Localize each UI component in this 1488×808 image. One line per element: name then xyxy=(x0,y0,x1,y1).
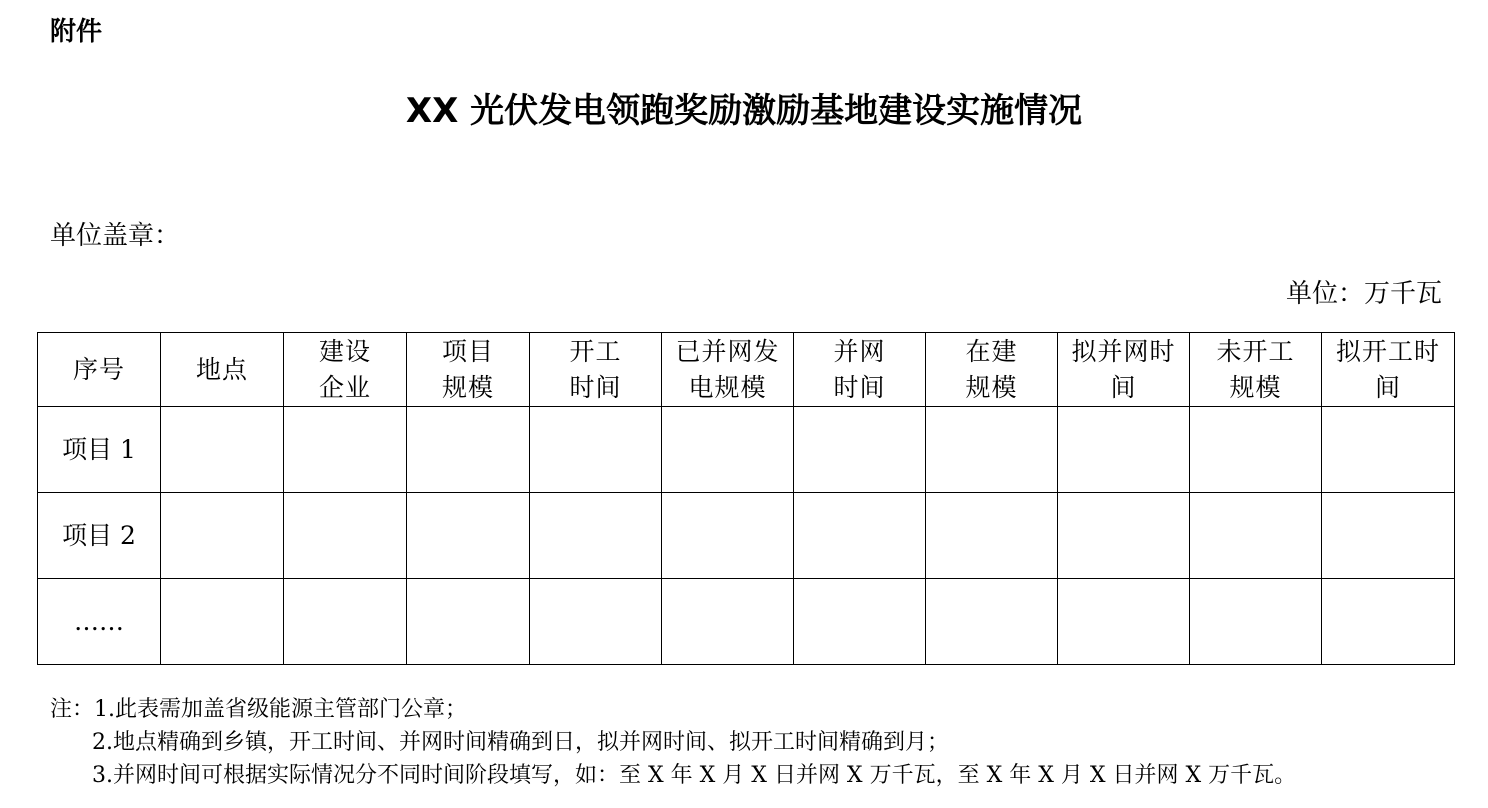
header-unstarted-scale xyxy=(1190,333,1322,407)
table-cell xyxy=(1322,407,1455,493)
header-start-time xyxy=(530,333,662,407)
header-project-scale xyxy=(407,333,530,407)
table-row xyxy=(38,493,1455,579)
table-cell xyxy=(794,493,926,579)
header-serial-number xyxy=(38,333,161,407)
table-row xyxy=(38,407,1455,493)
row-label: 项目 2 xyxy=(62,520,136,550)
header-label: 拟并网时 间 xyxy=(1071,336,1176,402)
table-row xyxy=(38,579,1455,665)
table-cell xyxy=(161,579,284,665)
table-cell xyxy=(407,493,530,579)
table-cell xyxy=(926,579,1058,665)
header-label: 项目 规模 xyxy=(441,336,494,402)
notes-section xyxy=(50,693,1296,792)
header-label: 建设 企业 xyxy=(318,336,371,402)
header-label: 开工 时间 xyxy=(569,336,622,402)
table-cell xyxy=(662,579,794,665)
row-label-cell xyxy=(38,579,161,665)
header-planned-grid-time xyxy=(1058,333,1190,407)
table-cell xyxy=(1058,579,1190,665)
table-cell xyxy=(284,579,407,665)
header-location xyxy=(161,333,284,407)
page-title: XX 光伏发电领跑奖励激励基地建设实施情况 xyxy=(405,91,1083,131)
table-header-row xyxy=(38,333,1455,407)
row-label-cell xyxy=(38,407,161,493)
attachment-label: 附件 xyxy=(50,17,103,47)
table-cell xyxy=(284,493,407,579)
table-cell xyxy=(161,407,284,493)
table-cell xyxy=(161,493,284,579)
table-cell xyxy=(662,407,794,493)
header-planned-start-time xyxy=(1322,333,1455,407)
implementation-table xyxy=(37,332,1455,665)
header-label: 未开工 规模 xyxy=(1216,336,1295,402)
row-label: 项目 1 xyxy=(62,434,136,464)
header-label: 在建 规模 xyxy=(965,336,1018,402)
note-line-3: 3.并网时间可根据实际情况分不同时间阶段填写，如：至 X 年 X 月 X 日并网 X 万千瓦，至 X 年 X 月 X 日并网 X 万千瓦。 xyxy=(92,763,1297,788)
stamp-label: 单位盖章： xyxy=(50,221,181,251)
unit-label: 单位：万千瓦 xyxy=(1285,279,1442,309)
header-grid-connected-scale xyxy=(662,333,794,407)
note-line-2: 2.地点精确到乡镇，开工时间、并网时间精确到日，拟并网时间、拟开工时间精确到月； xyxy=(92,730,949,755)
header-grid-connection-time xyxy=(794,333,926,407)
row-label: …… xyxy=(74,606,124,636)
table-cell xyxy=(1190,407,1322,493)
table-cell xyxy=(530,407,662,493)
table-cell xyxy=(1322,579,1455,665)
table-cell xyxy=(530,579,662,665)
table-cell xyxy=(926,407,1058,493)
row-label-cell xyxy=(38,493,161,579)
note-line-1: 注：1.此表需加盖省级能源主管部门公章； xyxy=(50,697,467,722)
table-cell xyxy=(794,579,926,665)
table-cell xyxy=(1190,493,1322,579)
header-construction-company xyxy=(284,333,407,407)
table-cell xyxy=(530,493,662,579)
table-cell xyxy=(926,493,1058,579)
header-label: 序号 xyxy=(72,354,125,384)
header-label: 拟开工时 间 xyxy=(1335,336,1440,402)
header-label: 地点 xyxy=(195,354,248,384)
table-cell xyxy=(284,407,407,493)
table-cell xyxy=(407,579,530,665)
table-cell xyxy=(1190,579,1322,665)
header-label: 已并网发 电规模 xyxy=(675,336,780,402)
table-cell xyxy=(662,493,794,579)
table-cell xyxy=(794,407,926,493)
table-cell xyxy=(1058,493,1190,579)
header-label: 并网 时间 xyxy=(833,336,886,402)
table-cell xyxy=(1058,407,1190,493)
table-cell xyxy=(1322,493,1455,579)
header-under-construction-scale xyxy=(926,333,1058,407)
table-cell xyxy=(407,407,530,493)
